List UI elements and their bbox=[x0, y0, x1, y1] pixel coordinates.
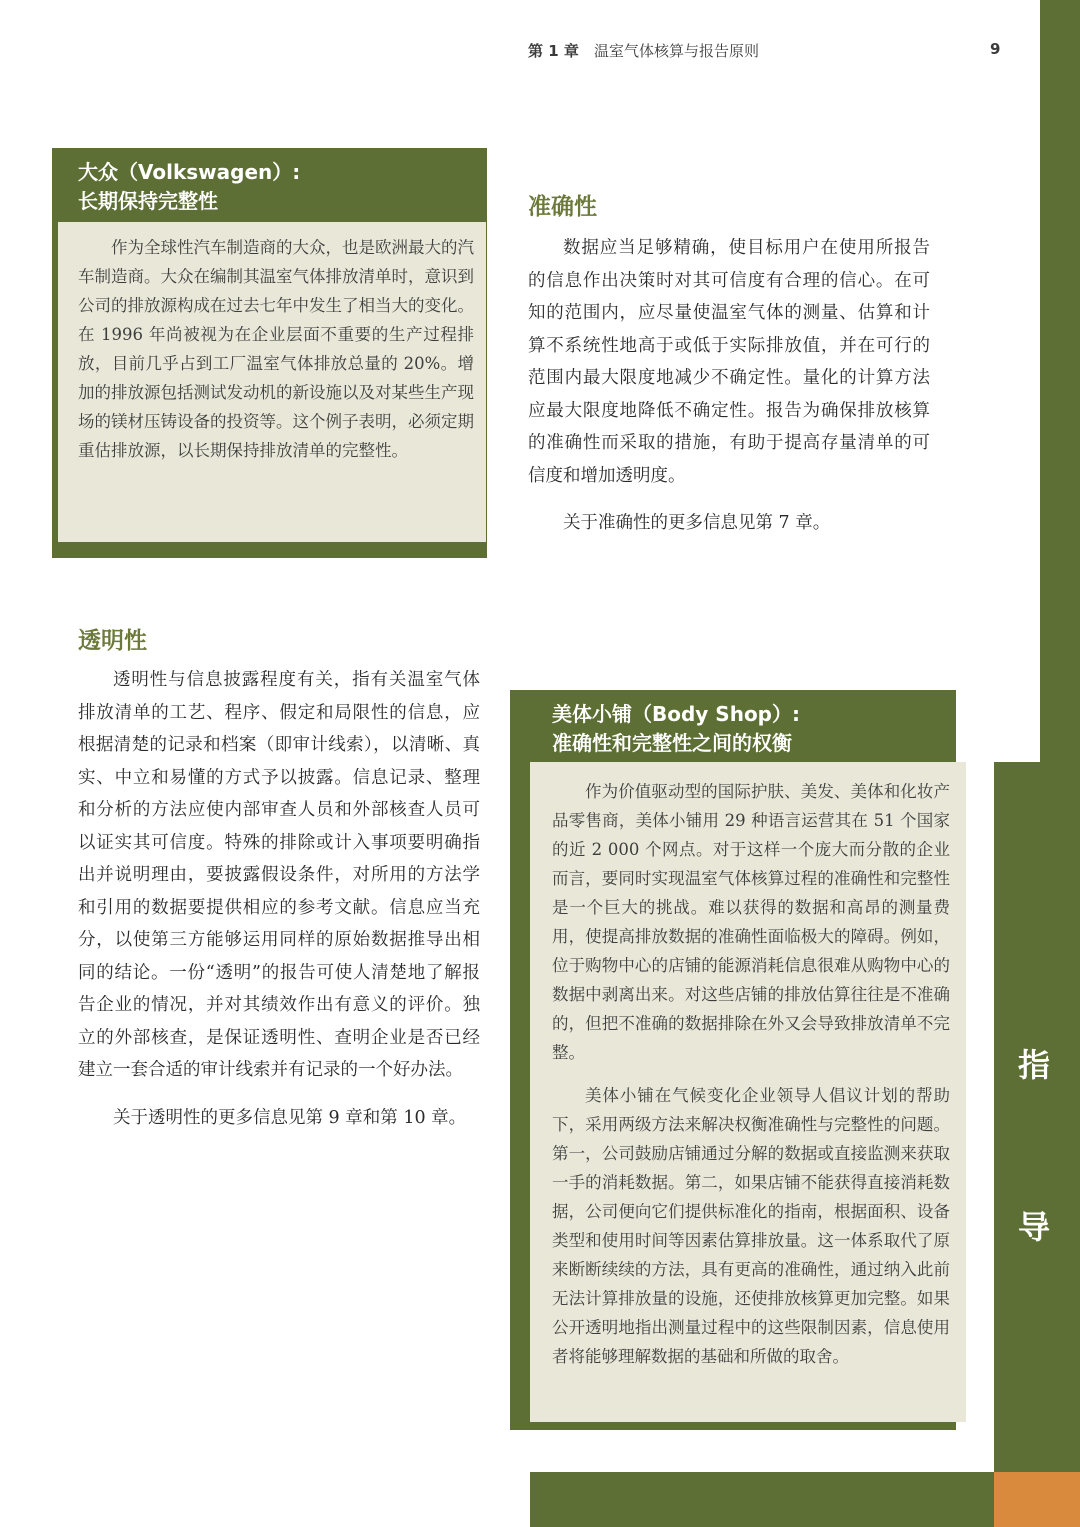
volkswagen-paragraph: 作为全球性汽车制造商的大众，也是欧洲最大的汽车制造商。大众在编制其温室气体排放清单时，意识到公司的排放源构成在过去七年中发生了相当大的变化。在 1996 年尚被视为在企业层面不重要的生产过程排放，目前几乎占到工厂温室气体排放总量的 20%。增加的排放源包括测试发动机的新设施以及对某些生产现场的镁材压铸设备的投资等。这个例子表明，必须定期重估排放源，以长期保持排放清单的完整性。 bbox=[78, 238, 474, 460]
accuracy-text bbox=[528, 232, 930, 540]
bodyshop-box-title bbox=[510, 690, 956, 758]
bodyshop-title-line2: 准确性和完整性之间的权衡 bbox=[552, 731, 792, 755]
bodyshop-paragraph-1: 作为价值驱动型的国际护肤、美发、美体和化妆产品零售商，美体小铺用 29 种语言运营其在 51 个国家的近 2 000 个网点。对于这样一个庞大而分散的企业而言，要同时实现温室气体核算过程的准确性和完整性是一个巨大的挑战。难以获得的数据和高昂的测量费用，使提高排放数据的准确性面临极大的障碍。例如，位于购物中心的店铺的能源消耗信息很难从购物中心的数据中剥离出来。对这些店铺的排放估算往往是不准确的，但把不准确的数据排除在外又会导致排放清单不完整。 bbox=[552, 782, 950, 1062]
volkswagen-title-line2: 长期保持完整性 bbox=[78, 189, 218, 213]
side-band-top bbox=[1040, 0, 1080, 762]
transparency-paragraph-2: 关于透明性的更多信息见第 9 章和第 10 章。 bbox=[113, 1107, 467, 1128]
page-number: 9 bbox=[990, 40, 1001, 58]
bodyshop-title-line1: 美体小铺（Body Shop）: bbox=[552, 702, 800, 726]
side-tab-char-2: 导 bbox=[1018, 1208, 1051, 1246]
side-tab-char-1: 指 bbox=[1018, 1046, 1051, 1084]
volkswagen-title-line1: 大众（Volkswagen）: bbox=[78, 160, 301, 184]
accuracy-paragraph-1: 数据应当足够精确，使目标用户在使用所报告的信息作出决策时对其可信度有合理的信心。在可知的范围内，应尽量使温室气体的测量、估算和计算不系统性地高于或低于实际排放值，并在可行的范围内最大限度地减少不确定性。量化的计算方法应最大限度地降低不确定性。报告为确保排放核算的准确性而采取的措施，有助于提高存量清单的可信度和增加透明度。 bbox=[528, 238, 930, 486]
accuracy-heading: 准确性 bbox=[528, 194, 597, 220]
bottom-band bbox=[530, 1472, 995, 1527]
side-band-tab bbox=[994, 762, 1080, 1472]
transparency-text bbox=[78, 664, 480, 1134]
volkswagen-box-body bbox=[58, 222, 486, 542]
bodyshop-paragraph-2: 美体小铺在气候变化企业领导人倡议计划的帮助下，采用两级方法来解决权衡准确性与完整性的问题。第一，公司鼓励店铺通过分解的数据或直接监测来获取一手的消耗数据。第二，如果店铺不能获得直接消耗数据，公司便向它们提供标准化的指南，根据面积、设备类型和使用时间等因素估算排放量。这一体系取代了原来断断续续的方法，具有更高的准确性，通过纳入此前无法计算排放量的设施，还使排放核算更加完整。如果公开透明地指出测量过程中的这些限制因素，信息使用者将能够理解数据的基础和所做的取舍。 bbox=[552, 1086, 950, 1366]
volkswagen-box-title bbox=[52, 148, 487, 216]
corner-accent bbox=[994, 1472, 1080, 1527]
transparency-heading: 透明性 bbox=[78, 628, 147, 654]
chapter-title: 温室气体核算与报告原则 bbox=[594, 42, 760, 60]
transparency-paragraph-1: 透明性与信息披露程度有关，指有关温室气体排放清单的工艺、程序、假定和局限性的信息，应根据清楚的记录和档案（即审计线索），以清晰、真实、中立和易懂的方式予以披露。信息记录、整理和分析的方法应使内部审查人员和外部核查人员可以证实其可信度。特殊的排除或计入事项要明确指出并说明理由，要披露假设条件，对所用的方法学和引用的数据要提供相应的参考文献。信息应当充分，以使第三方能够运用同样的原始数据推导出相同的结论。一份“透明”的报告可使人清楚地了解报告企业的情况，并对其绩效作出有意义的评价。独立的外部核查，是保证透明性、查明企业是否已经建立一套合适的审计线索并有记录的一个好办法。 bbox=[78, 670, 480, 1080]
bodyshop-box-body bbox=[530, 762, 966, 1422]
chapter-label: 第 1 章 bbox=[528, 42, 579, 60]
accuracy-paragraph-2: 关于准确性的更多信息见第 7 章。 bbox=[563, 513, 831, 533]
